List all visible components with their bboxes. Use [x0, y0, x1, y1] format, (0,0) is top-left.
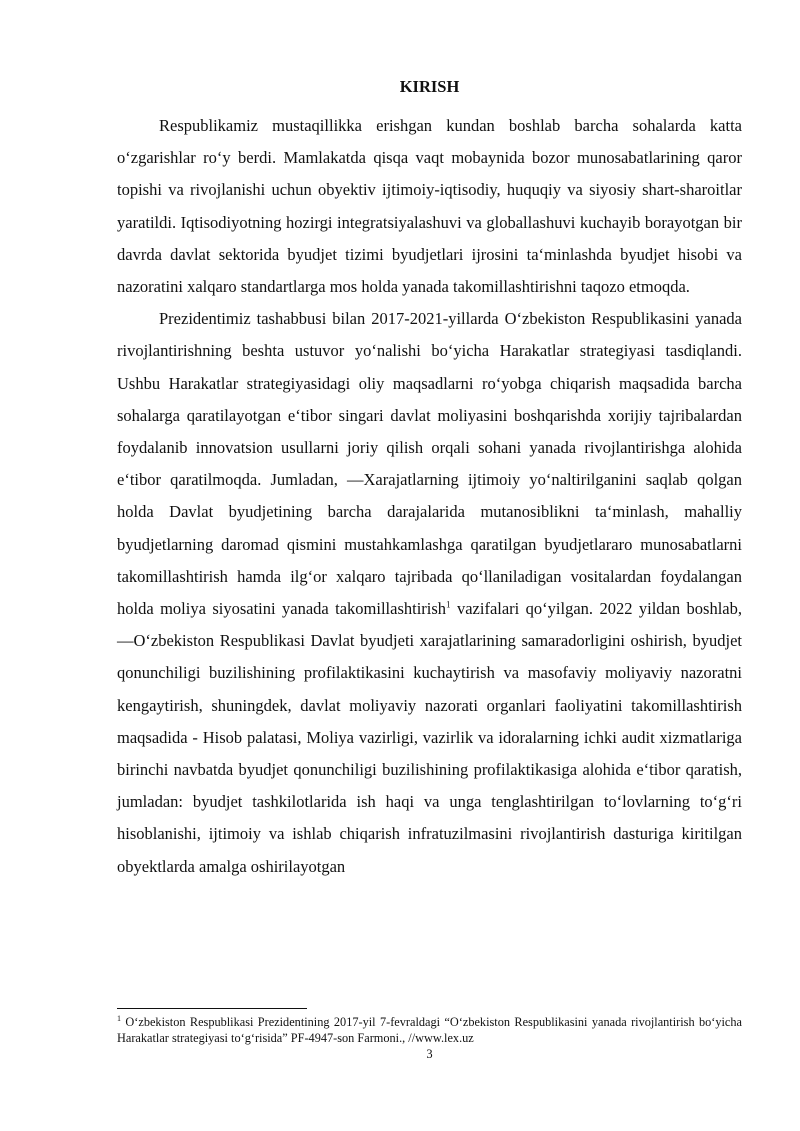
footnote-marker: 1	[117, 1013, 121, 1023]
paragraph-intro: Respublikamiz mustaqillikka erishgan kundan boshlab barcha sohalarda katta o‘zgarishlar ro‘y berdi. Mamlakatda qisqa vaqt mobaynida bozor munosabatlarining qaror topishi va rivojlanishi uchun obyektiv ijtimoiy-iqtisodiy, huquqiy va siyosiy shart-sharoitlar yaratildi. Iqtisodiyotning hozirgi integratsiyalashuvi va globallashuvi kuchayib borayotgan bir davrda davlat sektorida byudjet tizimi byudjetlari ijrosini ta‘minlashda byudjet hisobi va nazoratini xalqaro standartlarga mos holda yanada takomillashtirishni taqozo etmoqda.	[117, 116, 742, 297]
paragraph-strategy-text: Prezidentimiz tashabbusi bilan 2017-2021-yillarda O‘zbekiston Respublikasini yanada rivojlantirishning beshta ustuvor yo‘nalishi bo‘yicha Harakatlar strategiyasi tasdiqlandi. Ushbu Harakatlar strategiyasidagi oliy maqsadlarni ro‘yobga chiqarish maqsadida barcha sohalarga qaratilayotgan e‘tibor singari davlat moliyasini boshqarishda xorijiy tajribalardan foydalanib innovatsion usullarni joriy qilish orqali sohani yanada rivojlantirishga alohida e‘tibor qaratilmoqda. Jumladan, ―Xarajatlarning ijtimoiy yo‘naltirilganini saqlab qolgan holda Davlat byudjetining barcha darajalarida mutanosiblikni ta‘minlash, mahalliy byudjetlarning daromad qismini mustahkamlashga qaratilgan byudjetlararo munosabatlarni takomillashtirish hamda ilg‘or xalqaro tajribada qo‘llaniladigan vositalardan foydalangan holda moliya siyosatini yanada takomillashtirish	[117, 309, 742, 619]
body-text	[117, 110, 742, 883]
page-title: KIRISH	[399, 77, 460, 96]
footnote	[117, 1014, 742, 1046]
page-number: 3	[426, 1047, 433, 1061]
paragraph-strategy-continued: vazifalari qo‘yilgan. 2022 yildan boshlab, ―O‘zbekiston Respublikasi Davlat byudjeti xarajatlarining samaradorligini oshirish, byudjet qonunchiligi buzilishining profilaktikasini kuchaytirish va masofaviy moliyaviy nazoratni kengaytirish, shuningdek, davlat moliyaviy nazorati organlari faoliyatini takomillashtirish maqsadida - Hisob palatasi, Moliya vazirligi, vazirlik va idoralarning ichki audit xizmatlariga birinchi navbatda byudjet qonunchiligi buzilishining profilaktikasiga alohida e‘tibor qaratish, jumladan: byudjet tashkilotlarida ish haqi va unga tenglashtirilgan to‘lovlarning to‘g‘ri hisoblanishi, ijtimoiy va ishlab chiqarish infratuzilmasini rivojlantirish dasturiga kiritilgan obyektlarda amalga oshirilayotgan	[117, 599, 742, 876]
footnote-reference: 1	[446, 599, 451, 610]
paragraph-strategy	[117, 303, 742, 883]
footnote-separator	[117, 1008, 307, 1009]
footnote-text: O‘zbekiston Respublikasi Prezidentining 2017-yil 7-fevraldagi “O‘zbekiston Respublikasini yanada rivojlantirish bo‘yicha Harakatlar strategiyasi to‘g‘risida” PF-4947-son Farmoni., //www.lex.uz	[117, 1015, 742, 1045]
